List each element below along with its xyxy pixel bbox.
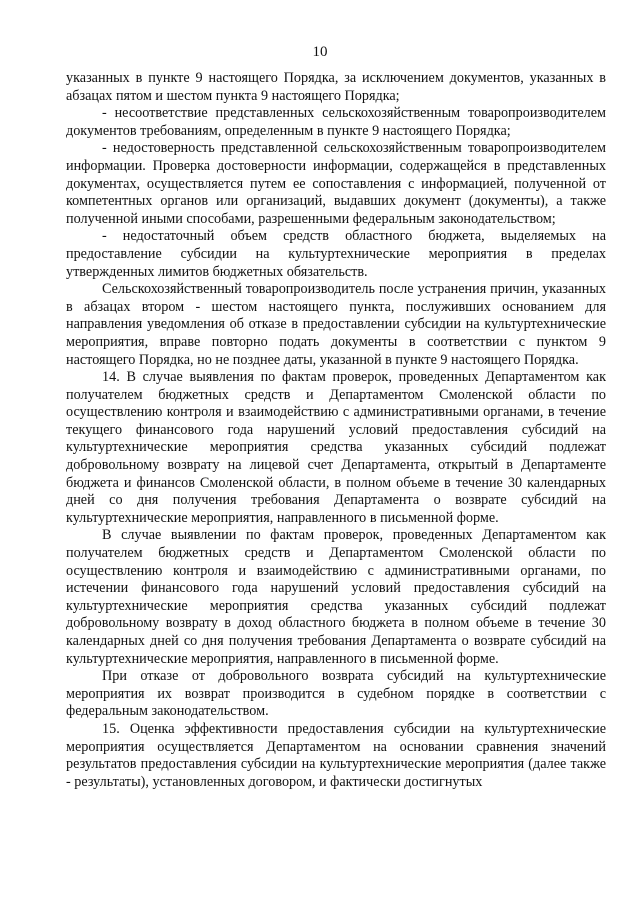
paragraph-clause-14: 14. В случае выявления по фактам проверок, проведенных Департаментом как получателем бюджетных средств и Департаментом Смоленской области по осуществлению контроля и взаимодействию с административными органами, в течение текущего финансового года нарушений условий предоставления субсидий на культуртехнические мероприятия средства указанных субсидий подлежат добровольному возврату на лицевой счет Департамента, открытый в Департаменте бюджета и финансов Смоленской области, в полном объеме в течение 30 календарных дней со дня получения требования Департамента о возврате субсидий на культуртехнические мероприятия, направленного в письменной форме. — [66, 369, 606, 526]
paragraph-continuation: указанных в пункте 9 настоящего Порядка, за исключением документов, указанных в абзацах пятом и шестом пункта 9 настоящего Порядка; — [66, 70, 606, 104]
paragraph-clause-15: 15. Оценка эффективности предоставления субсидии на культуртехнические мероприятия осуществляется Департаментом на основании сравнения значений результатов предоставления субсидии на культуртехнические мероприятия (далее также - результаты), установленных договором, и фактически достигнутых — [66, 720, 606, 790]
paragraph-resubmission: Сельскохозяйственный товаропроизводитель после устранения причин, указанных в абзацах втором - шестом настоящего пункта, послуживших основанием для направления уведомления об отказе в предоставлении субсидии на культуртехнические мероприятия, вправе повторно подать документы в соответствии с пунктом 9 настоящего Порядка, но не позднее даты, указанной в пункте 9 настоящего Порядка. — [66, 281, 606, 368]
paragraph-bullet-noncompliance: - несоответствие представленных сельскохозяйственным товаропроизводителем документов требованиям, определенным в пункте 9 настоящего Порядка; — [66, 105, 606, 139]
paragraph-refusal-return: При отказе от добровольного возврата субсидий на культуртехнические мероприятия их возврат производится в судебном порядке в соответствии с федеральным законодательством. — [66, 668, 606, 720]
paragraph-bullet-insufficient-funds: - недостаточный объем средств областного бюджета, выделяемых на предоставление субсидии на культуртехнические мероприятия в пределах утвержденных лимитов бюджетных обязательств. — [66, 228, 606, 280]
page-number: 10 — [312, 44, 328, 60]
paragraph-bullet-unreliability: - недостоверность представленной сельскохозяйственным товаропроизводителем информации. Проверка достоверности информации, содержащейся в представленных документах, осуществляется путем ее сопоставления с информацией, полученной от компетентных органов или организаций, выдавших документ (документы), а также полученной иными способами, разрешенными федеральным законодательством; — [66, 140, 606, 227]
document-body — [66, 70, 606, 791]
paragraph-clause-14-after-year: В случае выявлении по фактам проверок, проведенных Департаментом как получателем бюджетных средств и Департаментом Смоленской области по осуществлению контроля и взаимодействию с административными органами, по истечении финансового года нарушений условий предоставления субсидий на культуртехнические мероприятия средства указанных субсидий подлежат добровольному возврату в доход областного бюджета в полном объеме в течение 30 календарных дней со дня получения требования Департамента о возврате субсидий на культуртехнические мероприятия, направленного в письменной форме. — [66, 527, 606, 667]
